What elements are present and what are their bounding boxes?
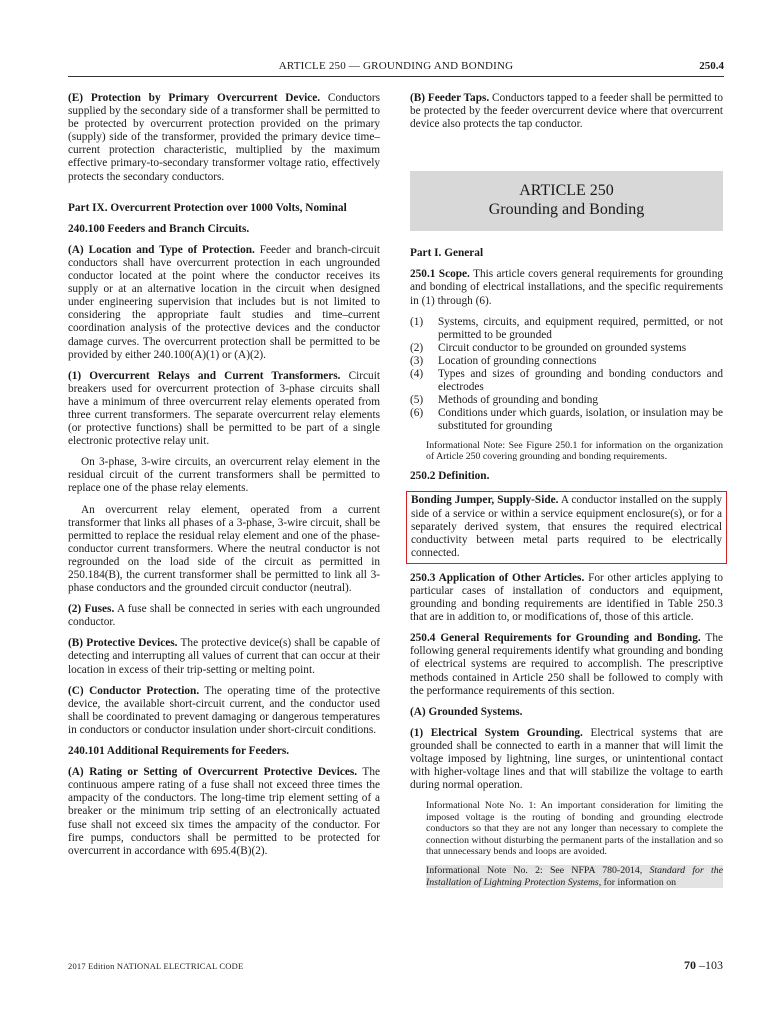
list-number: (2) (410, 341, 424, 354)
paragraph-text: For other articles applying to particular cases of installation of conductors and equipment, grounding and bonding requirements are identified in Table 250.3 that are in addition to, or modifications of, those of this article. (410, 571, 724, 624)
list-item (410, 355, 723, 368)
list-text: Conditions under which guards, isolation, or insulation may be substituted for grounding (438, 407, 723, 433)
note-text: , for information on (598, 876, 676, 888)
paragraph-240-100-c (68, 685, 380, 737)
paragraph-text: The protective device(s) shall be capable of detecting and interrupting all values of current that can occur at their location in excess of their trip-setting or melting point. (68, 637, 380, 676)
paragraph-heading: (C) Conductor Protection. (68, 684, 200, 697)
paragraph-heading: (1) Electrical System Grounding. (410, 726, 583, 739)
part-ix-heading: Part IX. Overcurrent Protection over 1000 Volts, Nominal (68, 201, 347, 214)
list-number: (5) (410, 394, 424, 407)
left-column (68, 92, 380, 866)
paragraph-text: This article covers general requirements for grounding and bonding of electrical installations, and the specific requirements in (1) through (6). (410, 268, 723, 307)
paragraph-240-92-e (68, 92, 380, 184)
paragraph-heading: 250.3 Application of Other Articles. (410, 571, 585, 584)
highlighted-definition-box (406, 491, 727, 563)
scope-list (410, 316, 723, 434)
edition-footer: 2017 Edition NATIONAL ELECTRICAL CODE (68, 961, 244, 971)
informational-note-scope: Informational Note: See Figure 250.1 for information on the organization of Article 250 covering grounding and bonding requirements. (426, 439, 723, 462)
paragraph-heading: (A) Location and Type of Protection. (68, 243, 255, 256)
list-item (410, 316, 723, 342)
code-number: 70 (684, 958, 696, 972)
page-suffix: –103 (696, 958, 723, 972)
list-item (410, 394, 723, 407)
article-running-title: ARTICLE 250 — GROUNDING AND BONDING (278, 60, 514, 72)
paragraph-heading: (1) Overcurrent Relays and Current Transformers. (68, 369, 341, 382)
section-250-2-heading: 250.2 Definition. (410, 470, 490, 483)
paragraph-heading: 250.4 General Requirements for Grounding and Bonding. (410, 632, 701, 645)
paragraph-heading: (A) Rating or Setting of Overcurrent Protective Devices. (68, 766, 358, 779)
paragraph-text: Feeder and branch-circuit conductors shall have overcurrent protection in each ungrounded conductor located at the point where the conductor receives its supply or at an alternative location in the circuit when designed under engineering supervision that includes but is not limited to considering the appropriate fault studies and time–current coordination analysis of the protective devices and the conductor damage curves. The overcurrent protection shall be permitted to be provided by either 240.100(A)(1) or (A)(2). (68, 243, 380, 361)
paragraph-text: A fuse shall be connected in series with each ungrounded conductor. (68, 603, 380, 629)
section-240-100-heading: 240.100 Feeders and Branch Circuits. (68, 222, 250, 235)
paragraph-text: Electrical systems that are grounded shall be connected to earth in a manner that will limit the voltage imposed by lightning, line surges, or unintentional contact with higher-voltage lines and that will stabilize the voltage to earth during normal operation. (410, 726, 723, 792)
right-column (410, 92, 723, 896)
informational-note-1: Informational Note No. 1: An important consideration for limiting the imposed voltage is the routing of bonding and grounding electrode conductors so that they are not any longer than necessary to complete the connection without disturbing the permanent parts of the installation and so that unnecessary bends and loops are avoided. (426, 800, 723, 857)
list-text: Location of grounding connections (438, 354, 597, 367)
part-i-heading: Part I. General (410, 247, 484, 260)
definition-text: A conductor installed on the supply side of a service or within a service equipment enclosure(s), or for a separately derived system, that ensures the required electrical conductivity between metal parts required to be electrically connected. (411, 494, 722, 559)
paragraph-heading: (B) Feeder Taps. (410, 92, 490, 104)
list-item (410, 368, 723, 394)
note-text: Informational Note No. 2: See NFPA 780-2014, (426, 865, 650, 877)
paragraph-text: Conductors tapped to a feeder shall be permitted to be protected by the feeder overcurrent device where that overcurrent device also protects the tap conductor. (410, 92, 723, 131)
paragraph-240-100-b (68, 637, 380, 676)
list-number: (6) (410, 407, 424, 420)
paragraph-240-101-b (410, 92, 723, 131)
grounded-systems-heading: (A) Grounded Systems. (410, 705, 523, 718)
paragraph-240-101-a (68, 766, 380, 858)
paragraph-250-1 (410, 268, 723, 307)
definition-term: Bonding Jumper, Supply-Side. (411, 494, 559, 507)
page-number (684, 958, 723, 973)
list-text: Methods of grounding and bonding (438, 394, 599, 407)
list-number: (3) (410, 354, 424, 367)
article-title-box (410, 171, 723, 231)
list-number: (4) (410, 368, 424, 381)
paragraph-text: Conductors supplied by the secondary side of a transformer shall be permitted to be protected by overcurrent protection provided on the primary (supply) side of the transformer, provided the primary device time–current protection characteristic, multiplied by the maximum effective primary-to-secondary transformer voltage ratio, effectively protects the secondary conductors. (68, 92, 381, 183)
list-number: (1) (410, 315, 424, 328)
list-item (410, 342, 723, 355)
paragraph-text: The following general requirements identify what grounding and bonding of electrical systems are required to accomplish. The prescriptive methods contained in Article 250 shall be followed to comply with the performance requirements of this section. (410, 632, 723, 697)
paragraph-250-4 (410, 632, 723, 697)
paragraph-heading: 250.1 Scope. (410, 268, 470, 281)
paragraph-240-100-a-2 (68, 603, 380, 629)
paragraph-residual-relay: On 3-phase, 3-wire circuits, an overcurrent relay element in the residual circuit of the current transformers shall be permitted to replace one of the phase relay elements. (68, 456, 380, 495)
informational-note-2 (426, 865, 723, 888)
article-subtitle: Grounding and Bonding (488, 201, 645, 219)
paragraph-text: The continuous ampere rating of a fuse shall not exceed three times the ampacity of the conductors. The long-time trip element setting of a breaker or the minimum trip setting of an electronically actuated fuse shall not exceed six times the ampacity of the conductor. For fire pumps, conductors shall be permitted to be protected for overcurrent in accordance with 695.4(B)(2). (68, 766, 380, 857)
paragraph-heading: (2) Fuses. (68, 603, 115, 616)
section-page-tag: 250.4 (699, 60, 724, 72)
list-text: Types and sizes of grounding and bonding conductors and electrodes (438, 368, 723, 394)
list-text: Circuit conductor to be grounded on grounded systems (438, 341, 687, 354)
paragraph-heading: (E) Protection by Primary Overcurrent Device. (68, 92, 321, 104)
list-text: Systems, circuits, and equipment required, permitted, or not permitted to be grounded (438, 315, 723, 341)
paragraph-250-4-a-1 (410, 727, 723, 792)
list-item (410, 407, 723, 433)
paragraph-250-3 (410, 572, 723, 624)
paragraph-text: Circuit breakers used for overcurrent protection of 3-phase circuits shall have a minimum of three overcurrent relay elements operated from three current transformers. The separate overcurrent relay elements (or protective functions) shall be permitted to be part of a single electronic protective relay unit. (68, 369, 380, 448)
paragraph-240-100-a-1 (68, 370, 380, 449)
article-number: ARTICLE 250 (519, 182, 614, 200)
paragraph-neutral-relay: An overcurrent relay element, operated from a current transformer that links all phases of a 3-phase, 3-wire circuit, shall be permitted to replace the residual relay element and one of the phase-conductor current transformers. Where the neutral conductor is not regrounded on the load side of the circuit as permitted in 250.184(B), the current transformer shall be permitted to link all 3-phase conductors and the grounded circuit conductor (neutral). (68, 503, 380, 595)
paragraph-240-100-a (68, 244, 380, 362)
running-head (68, 58, 724, 77)
standard-title: Standard for the Installation of Lightning Protection Systems (426, 865, 723, 888)
paragraph-heading: (B) Protective Devices. (68, 637, 178, 650)
section-240-101-heading: 240.101 Additional Requirements for Feeders. (68, 745, 290, 758)
paragraph-text: The operating time of the protective device, the available short-circuit current, and the conductor used shall be coordinated to prevent damaging or dangerous temperatures in conductors or conductor insulation under short-circuit conditions. (68, 684, 380, 736)
